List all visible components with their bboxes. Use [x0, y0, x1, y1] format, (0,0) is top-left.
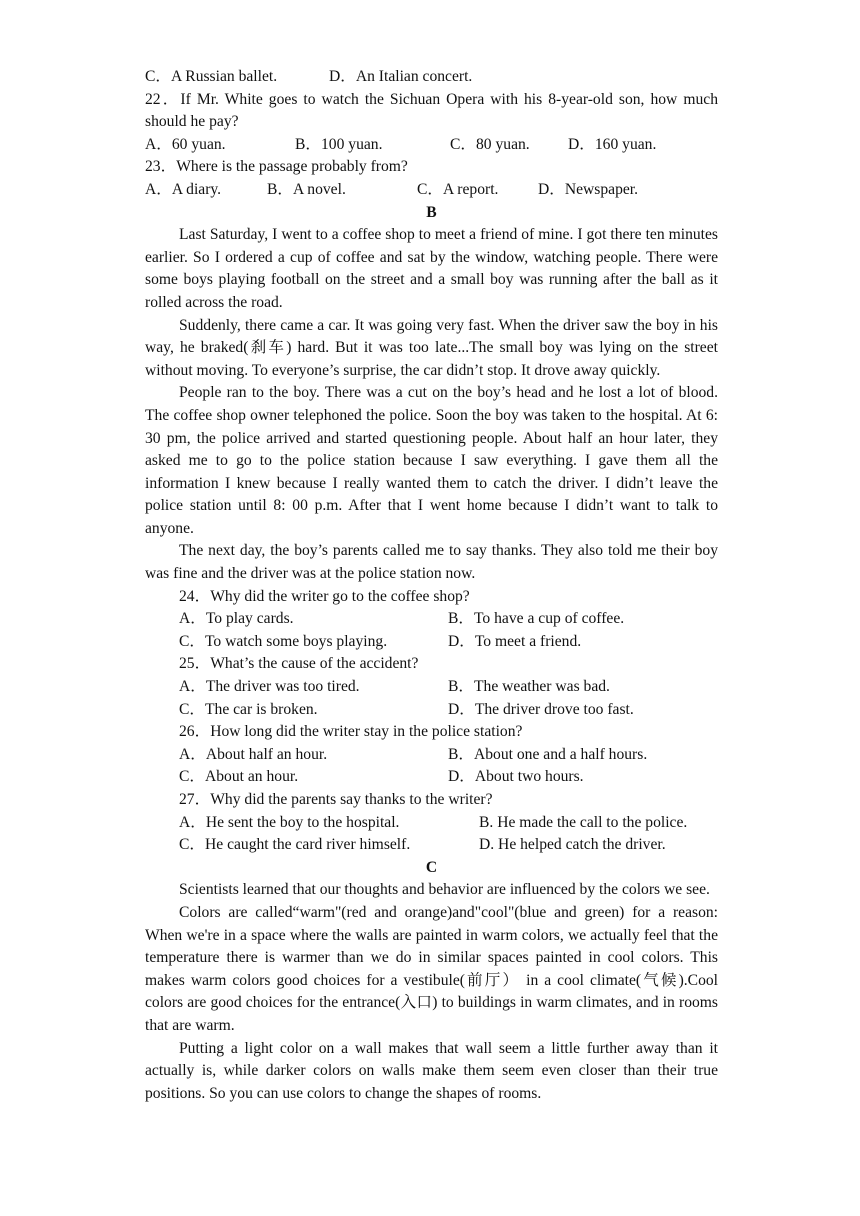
q24-options-row-2: [179, 631, 718, 654]
q24-option-c: C．To watch some boys playing.: [179, 632, 388, 650]
q26-option-a: A．About half an hour.: [179, 745, 328, 763]
q27-option-a: A．He sent the boy to the hospital.: [179, 813, 400, 831]
section-b-paragraph-3: People ran to the boy. There was a cut on the boy’s head and he lost a lot of blood. The coffee shop owner telephoned the police. Soon the boy was taken to the hospital. At 6: 30 pm, the police arrived and started questioning people. About half an hour later, they asked me to go to the police station because I saw everything. I gave them all the information I knew because I really wanted them to catch the driver. I didn’t leave the police station until 8: 00 p.m. After that I went home because I didn’t want to talk to anyone.: [145, 384, 718, 537]
q25-option-c: C．The car is broken.: [179, 700, 318, 718]
q25-option-d: D．The driver drove too fast.: [448, 700, 634, 718]
section-b-paragraph-4: The next day, the boy’s parents called me to say thanks. They also told me their boy was fine and the driver was at the police station now.: [145, 542, 718, 583]
section-c-paragraph-1: Scientists learned that our thoughts and behavior are influenced by the colors we see.: [179, 881, 710, 899]
q26-option-c: C．About an hour.: [179, 768, 299, 786]
q23-option-c: C．A report.: [417, 180, 499, 198]
q24-options-row-1: [179, 608, 718, 631]
q26-option-d: D．About two hours.: [448, 768, 584, 786]
section-b-paragraph-2: Suddenly, there came a car. It was going very fast. When the driver saw the boy in his way, he braked(刹车) hard. But it was too late...The small boy was lying on the street without moving. To everyone’s surprise, the car didn’t stop. It drove away quickly.: [145, 316, 718, 379]
q27-option-b: B. He made the call to the police.: [479, 813, 688, 831]
section-c-paragraph-2: Colors are called“warm"(red and orange)and"cool"(blue and green) for a reason: When we're in a space where the walls are painted in warm colors, we actually feel that the temperature there is warmer than we do in similar spaces painted in cool colors. This makes warm colors good choices for a vestibule(前厅） in a cool climate(气候).Cool colors are good choices for the entrance(入口) to buildings in warm climates, and in rooms that are warm.: [145, 903, 718, 1034]
q23-options-row: [145, 179, 718, 202]
q25-option-b: B．The weather was bad.: [448, 678, 610, 696]
q21-options-row: [145, 66, 718, 89]
q22-option-d: D．160 yuan.: [568, 135, 657, 153]
section-b-heading: B: [426, 203, 437, 221]
q27-options-row-1: [179, 812, 718, 835]
q23-option-b: B．A novel.: [267, 180, 346, 198]
q24-option-d: D．To meet a friend.: [448, 632, 582, 650]
section-b-questions: [145, 586, 718, 857]
q24-option-a: A．To play cards.: [179, 610, 294, 628]
q27-option-c: C．He caught the card river himself.: [179, 836, 411, 854]
exam-page: [145, 66, 718, 1105]
q23-stem: 23．Where is the passage probably from?: [145, 158, 408, 176]
q22-option-c: C．80 yuan.: [450, 135, 530, 153]
q21-option-d: D．An Italian concert.: [329, 68, 473, 85]
q22-option-a: A．60 yuan.: [145, 135, 226, 153]
q27-options-row-2: [179, 834, 718, 857]
q25-options-row-2: [179, 699, 718, 722]
q25-options-row-1: [179, 676, 718, 699]
q25-option-a: A．The driver was too tired.: [179, 678, 360, 696]
section-c-heading: C: [425, 858, 438, 876]
q23-option-d: D．Newspaper.: [538, 180, 639, 198]
q27-option-d: D. He helped catch the driver.: [479, 836, 666, 854]
section-b-paragraph-1: Last Saturday, I went to a coffee shop to meet a friend of mine. I got there ten minutes earlier. So I ordered a cup of coffee and sat by the window, watching people. There were some boys playing football on the street and a small boy was running after the ball as it rolled across the road.: [145, 226, 718, 311]
q26-option-b: B．About one and a half hours.: [448, 745, 648, 763]
section-c-paragraph-3: Putting a light color on a wall makes that wall seem a little further away than it actually is, while darker colors on walls make them seem even closer than their true positions. So you can use colors to change the shapes of rooms.: [145, 1039, 718, 1102]
q26-options-row-1: [179, 744, 718, 767]
q26-options-row-2: [179, 766, 718, 789]
q23-option-a: A．A diary.: [145, 180, 222, 198]
q22-options-row: [145, 134, 718, 157]
q22-stem: 22．If Mr. White goes to watch the Sichuan Opera with his 8-year-old son, how much should he pay?: [145, 90, 718, 131]
q22-option-b: B．100 yuan.: [295, 135, 383, 153]
q21-option-c: C．A Russian ballet.: [145, 68, 278, 85]
q27-stem: 27．Why did the parents say thanks to the writer?: [179, 791, 493, 808]
q24-stem: 24．Why did the writer go to the coffee shop?: [179, 587, 470, 605]
q26-stem: 26．How long did the writer stay in the police station?: [179, 723, 523, 741]
q24-option-b: B．To have a cup of coffee.: [448, 610, 625, 628]
q25-stem: 25．What’s the cause of the accident?: [179, 655, 419, 673]
